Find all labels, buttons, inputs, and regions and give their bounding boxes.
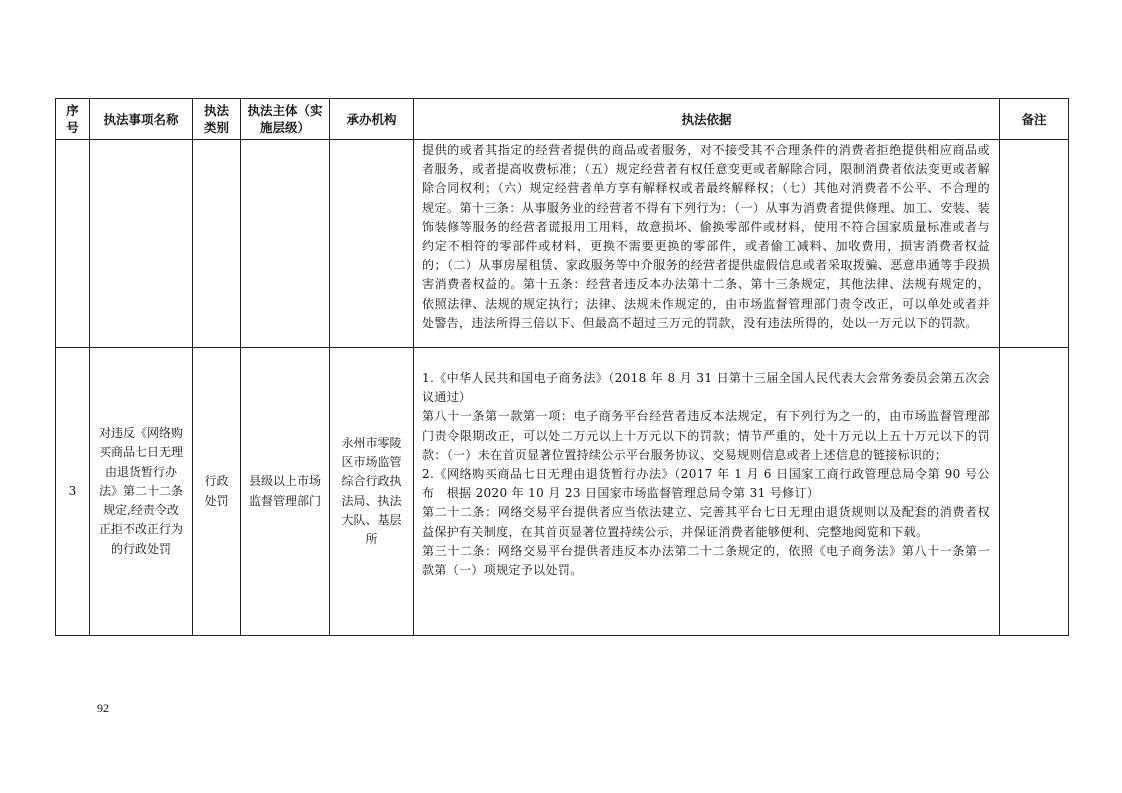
basis-paragraph: 2.《网络购买商品七日无理由退货暂行办法》（2017 年 1 月 6 日国家工商行政管理总局令第 90 号公布 根据 2020 年 10 月 23 日国家市场监督管理总局令第 31 号修订） bbox=[422, 467, 990, 501]
header-item-name: 执法事项名称 bbox=[90, 99, 193, 140]
table-row bbox=[56, 348, 1069, 636]
basis-paragraph: 第八十一条第一款第一项：电子商务平台经营者违反本法规定，有下列行为之一的，由市场监督管理部门责令限期改正，可以处二万元以上十万元以下的罚款；情节严重的，处十万元以上五十万元以下的罚款：（一）未在首页显著位置持续公示平台服务协议、交易规则信息或者上述信息的链接标识的； bbox=[422, 409, 990, 462]
basis-paragraph: 1.《中华人民共和国电子商务法》（2018 年 8 月 31 日第十三届全国人民代表大会常务委员会第五次会议通过） bbox=[422, 371, 990, 405]
basis-paragraph: 第三十二条：网络交易平台提供者违反本办法第二十二条规定的，依照《电子商务法》第八十一条第一款第（一）项规定予以处罚。 bbox=[422, 543, 990, 578]
cell-remarks bbox=[1000, 140, 1069, 348]
header-agency: 承办机构 bbox=[330, 99, 414, 140]
cell-agency bbox=[330, 140, 414, 348]
enforcement-items-table bbox=[55, 98, 1069, 636]
header-category: 执法类别 bbox=[193, 99, 241, 140]
header-seq: 序号 bbox=[56, 99, 90, 140]
header-basis: 执法依据 bbox=[414, 99, 1000, 140]
cell-subject: 县级以上市场监督管理部门 bbox=[241, 348, 330, 636]
cell-category bbox=[193, 140, 241, 348]
cell-seq: 3 bbox=[56, 348, 90, 636]
header-remarks: 备注 bbox=[1000, 99, 1069, 140]
cell-item-name: 对违反《网络购买商品七日无理由退货暂行办法》第二十二条规定,经责令改正拒不改正行为的行政处罚 bbox=[90, 348, 193, 636]
header-subject: 执法主体（实施层级） bbox=[241, 99, 330, 140]
cell-agency: 永州市零陵区市场监管综合行政执法局、执法大队、基层所 bbox=[330, 348, 414, 636]
basis-paragraph: 提供的或者其指定的经营者提供的商品或者服务，对不接受其不合理条件的消费者拒绝提供相应商品或者服务，或者提高收费标准；（五）规定经营者有权任意变更或者解除合同，限制消费者依法变更或者解除合同权利；（六）规定经营者单方享有解释权或者最终解释权；（七）其他对消费者不公平、不合理的规定。第十三条：从事服务业的经营者不得有下列行为：（一）从事为消费者提供修理、加工、安装、装饰装修等服务的经营者谎报用工用料，故意损坏、偷换零部件或材料，使用不符合国家质量标准或者与约定不相符的零部件或材料，更换不需要更换的零部件，或者偷工减料、加收费用，损害消费者权益的；（二）从事房屋租赁、家政服务等中介服务的经营者提供虚假信息或者采取拨骗、恶意串通等手段损害消费者权益的。第十五条：经营者违反本办法第十二条、第十三条规定，其他法律、法规有规定的，依照法律、法规的规定执行；法律、法规未作规定的，由市场监督管理部门责令改正，可以单处或者并处警告，违法所得三倍以下、但最高不超过三万元的罚款，没有违法所得的，处以一万元以下的罚款。 bbox=[422, 143, 990, 330]
table-row bbox=[56, 140, 1069, 348]
cell-basis bbox=[414, 348, 1000, 636]
table-header-row bbox=[56, 99, 1069, 140]
cell-item-name bbox=[90, 140, 193, 348]
page-number: 92 bbox=[97, 701, 109, 715]
cell-category: 行政处罚 bbox=[193, 348, 241, 636]
basis-paragraph: 第二十二条：网络交易平台提供者应当依法建立、完善其平台七日无理由退货规则以及配套的消费者权益保护有关制度，在其首页显著位置持续公示，并保证消费者能够便利、完整地阅览和下载。 bbox=[422, 505, 990, 539]
cell-subject bbox=[241, 140, 330, 348]
cell-remarks bbox=[1000, 348, 1069, 636]
cell-basis bbox=[414, 140, 1000, 348]
cell-seq bbox=[56, 140, 90, 348]
